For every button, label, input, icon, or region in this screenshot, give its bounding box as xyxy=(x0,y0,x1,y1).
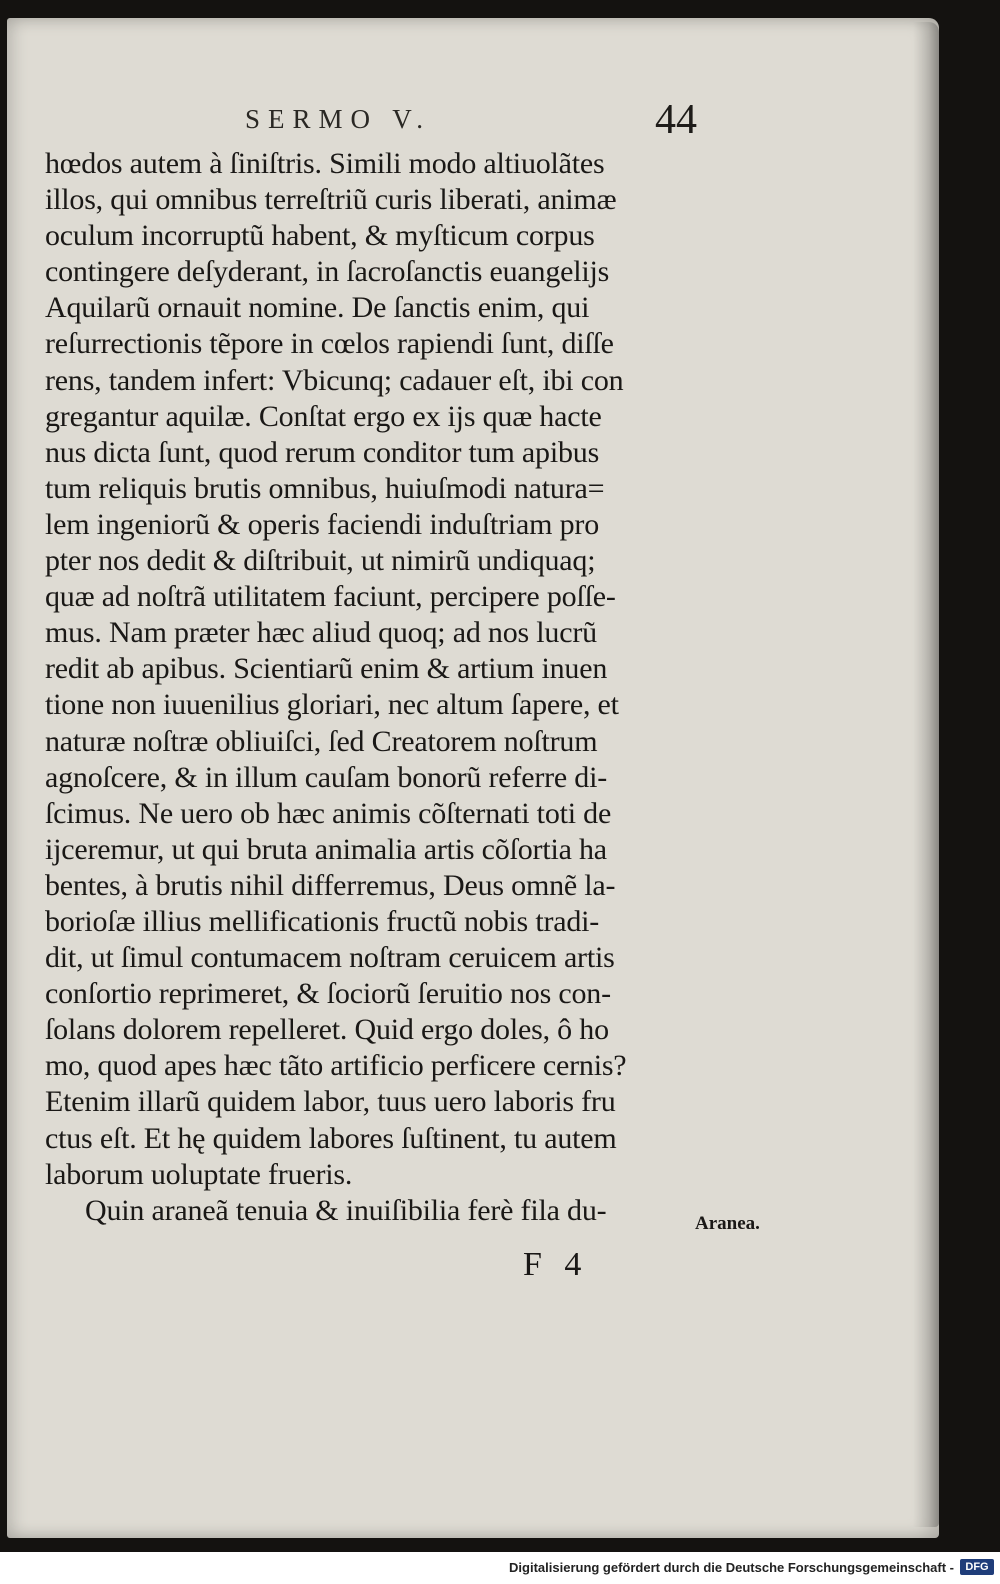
page-edge-shadow xyxy=(913,22,939,1527)
text-line: ſolans dolorem repelleret. Quid ergo doles, ô ho xyxy=(45,1013,609,1047)
text-line: ijceremur, ut qui bruta animalia artis cõſortia ha xyxy=(45,832,607,866)
text-line: conſortio reprimeret, & ſociorũ ſeruitio nos con- xyxy=(45,977,611,1011)
text-line: ctus eſt. Et hę quidem labores ſuſtinent, tu autem xyxy=(45,1121,617,1155)
text-line: quæ ad noſtrã utilitatem faciunt, percipere poſſe- xyxy=(45,580,616,614)
page-number: 44 xyxy=(655,97,697,143)
text-line: contingere deſyderant, in ſacroſanctis euangelijs xyxy=(45,255,610,289)
signature-mark: F 4 xyxy=(523,1246,582,1283)
text-line: gregantur aquilæ. Conſtat ergo ex ijs quæ hacte xyxy=(45,399,602,433)
book-page xyxy=(7,18,939,1538)
marginal-note: Aranea. xyxy=(695,1213,760,1234)
text-line: illos, qui omnibus terreſtriũ curis liberati, animæ xyxy=(45,183,617,217)
text-line-paragraph-start: Quin araneã tenuia & inuiſibilia ferè fila du- xyxy=(85,1193,607,1227)
text-line: nus dicta ſunt, quod rerum conditor tum apibus xyxy=(45,435,600,469)
text-line: mus. Nam præter hæc aliud quoq; ad nos lucrũ xyxy=(45,616,597,650)
text-line: borioſæ illius mellificationis fructũ nobis tradi- xyxy=(45,904,600,938)
text-line: oculum incorruptũ habent, & myſticum corpus xyxy=(45,219,595,253)
text-line: bentes, à brutis nihil differremus, Deus omnẽ la- xyxy=(45,868,616,902)
text-line: Aquilarũ ornauit nomine. De ſanctis enim, qui xyxy=(45,291,590,325)
text-line: ſcimus. Ne uero ob hæc animis cõſternati toti de xyxy=(45,796,612,830)
text-line: redit ab apibus. Scientiarũ enim & artium inuen xyxy=(45,652,608,686)
text-line: dit, ut ſimul contumacem noſtram ceruicem artis xyxy=(45,941,615,975)
text-line: laborum uoluptate frueris. xyxy=(45,1157,353,1191)
text-line: agnoſcere, & in illum cauſam bonorũ referre di- xyxy=(45,760,608,794)
text-line: tione non iuuenilius gloriari, nec altum ſapere, et xyxy=(45,688,619,722)
footer-bar xyxy=(0,1552,1000,1584)
text-line: pter nos dedit & diſtribuit, ut nimirũ undiquaq; xyxy=(45,544,596,578)
text-line: tum reliquis brutis omnibus, huiuſmodi natura= xyxy=(45,471,605,505)
running-head: SERMO V. xyxy=(245,104,432,134)
body-text xyxy=(45,146,705,1229)
text-line: Etenim illarũ quidem labor, tuus uero laboris fru xyxy=(45,1085,616,1119)
text-line: rens, tandem infert: Vbicunq; cadauer eſt, ibi con xyxy=(45,363,624,397)
text-line: naturæ noſtræ obliuiſci, ſed Creatorem noſtrum xyxy=(45,724,598,758)
funding-credit: Digitalisierung gefördert durch die Deutsche Forschungsgemeinschaft - xyxy=(509,1560,954,1575)
text-line: hœdos autem à ſiniſtris. Simili modo altiuolãtes xyxy=(45,147,605,180)
text-line: reſurrectionis tẽpore in cœlos rapiendi ſunt, diſſe xyxy=(45,327,614,361)
text-line: lem ingeniorũ & operis faciendi induſtriam pro xyxy=(45,507,599,541)
dfg-logo: DFG xyxy=(960,1559,994,1575)
text-line: mo, quod apes hæc tãto artificio perficere cernis? xyxy=(45,1049,627,1083)
